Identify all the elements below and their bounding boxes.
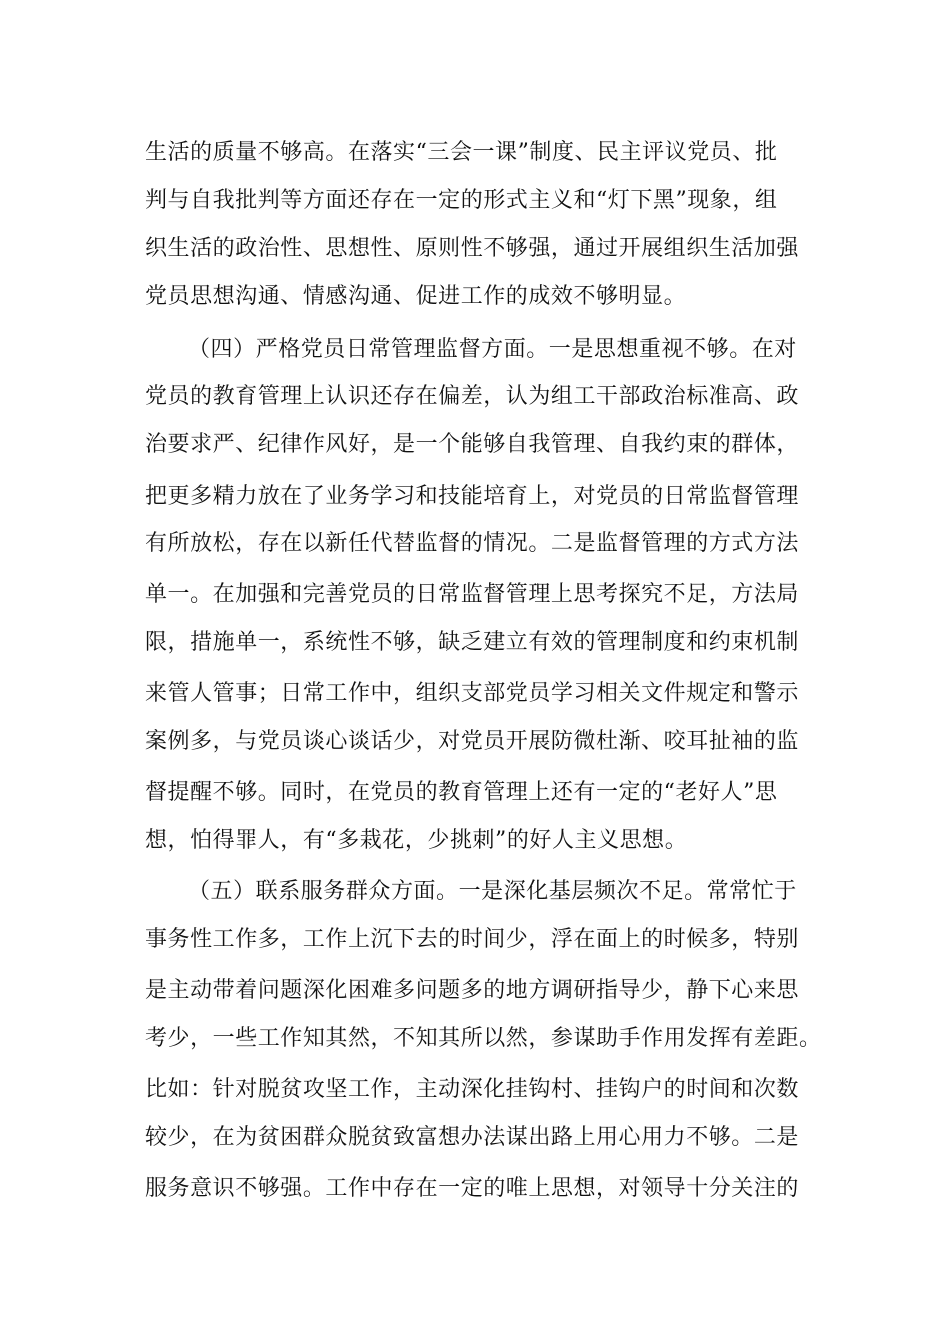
text-line: 织生活的政治性、思想性、原则性不够强，通过开展组织生活加强 xyxy=(145,236,799,261)
text-line: 考少，一些工作知其然，不知其所以然，参谋助手作用发挥有差距。 xyxy=(145,1026,822,1051)
text-line: 有所放松，存在以新任代替监督的情况。二是监督管理的方式方法 xyxy=(145,531,799,556)
text-line: 服务意识不够强。工作中存在一定的唯上思想，对领导十分关注的 xyxy=(145,1176,799,1201)
text-line: 督提醒不够。同时，在党员的教育管理上还有一定的“老好人”思 xyxy=(145,780,778,805)
text-line: 把更多精力放在了业务学习和技能培育上，对党员的日常监督管理 xyxy=(145,484,799,509)
text-line: 来管人管事；日常工作中，组织支部党员学习相关文件规定和警示 xyxy=(145,681,799,706)
text-line: 事务性工作多，工作上沉下去的时间少，浮在面上的时候多，特别 xyxy=(145,927,799,952)
section-heading-line: （四）严格党员日常管理监督方面。一是思想重视不够。在对 xyxy=(188,337,797,362)
text-line: 判与自我批判等方面还存在一定的形式主义和“灯下黑”现象，组 xyxy=(145,188,778,213)
text-line: 党员思想沟通、情感沟通、促进工作的成效不够明显。 xyxy=(145,284,687,309)
text-line: 党员的教育管理上认识还存在偏差，认为组工干部政治标准高、政 xyxy=(145,384,799,409)
text-line: 治要求严、纪律作风好，是一个能够自我管理、自我约束的群体， xyxy=(145,432,799,457)
text-line: 案例多，与党员谈心谈话少，对党员开展防微杜渐、咬耳扯袖的监 xyxy=(145,729,799,754)
text-line: 生活的质量不够高。在落实“三会一课”制度、民主评议党员、批 xyxy=(145,140,778,165)
text-line: 是主动带着问题深化困难多问题多的地方调研指导少，静下心来思 xyxy=(145,978,799,1003)
section-heading-line: （五）联系服务群众方面。一是深化基层频次不足。常常忙于 xyxy=(188,879,797,904)
text-line: 较少，在为贫困群众脱贫致富想办法谋出路上用心用力不够。二是 xyxy=(145,1125,799,1150)
text-line: 比如：针对脱贫攻坚工作，主动深化挂钩村、挂钩户的时间和次数 xyxy=(145,1077,799,1102)
text-line: 限，措施单一，系统性不够，缺乏建立有效的管理制度和约束机制 xyxy=(145,630,799,655)
text-line: 想，怕得罪人，有“多栽花，少挑刺”的好人主义思想。 xyxy=(145,828,688,853)
text-line: 单一。在加强和完善党员的日常监督管理上思考探究不足，方法局 xyxy=(145,582,799,607)
